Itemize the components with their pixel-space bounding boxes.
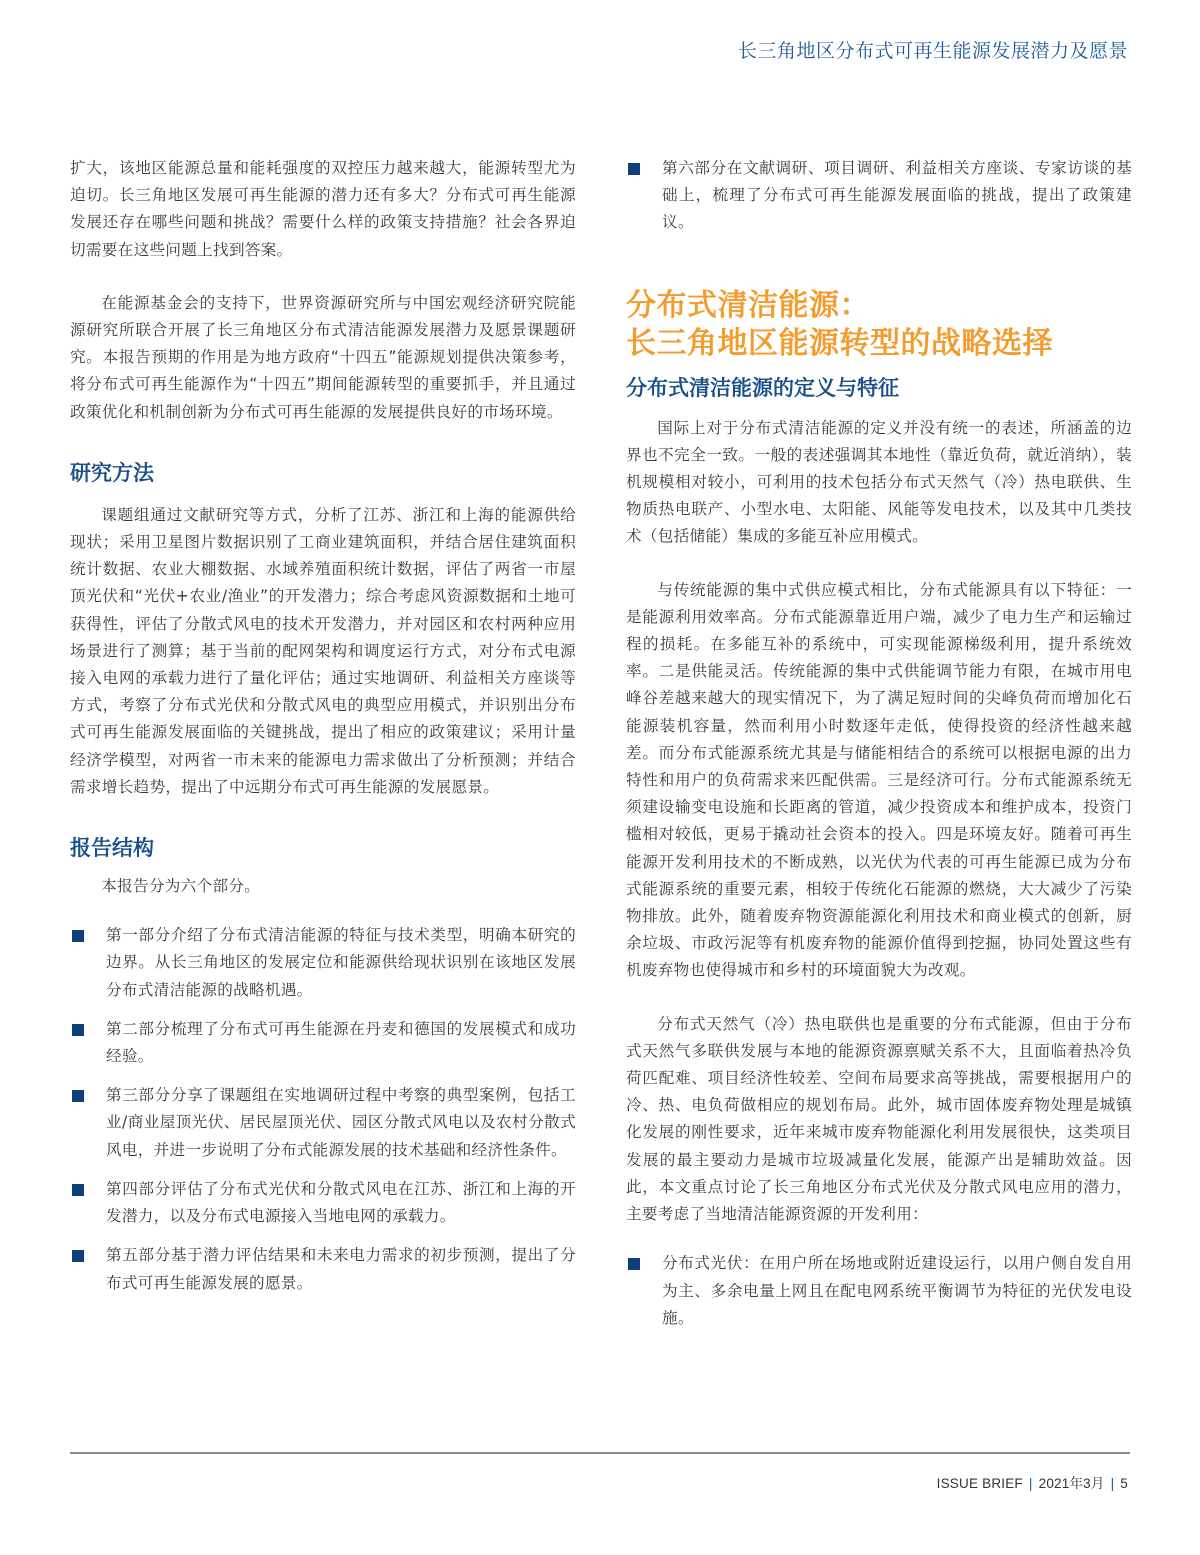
square-bullet-icon bbox=[72, 930, 84, 942]
structure-bullet-4 bbox=[70, 1176, 576, 1230]
intro-paragraph-continued: 扩大，该地区能源总量和能耗强度的双控压力越来越大，能源转型尤为迫切。长三角地区发展可再生能源的潜力还有多大？分布式可再生能源发展还存在哪些问题和挑战？需要什么样的政策支持措施？社会各界迫切需要在这些问题上找到答案。 bbox=[70, 159, 576, 259]
footer-separator: | bbox=[1028, 1476, 1033, 1491]
structure-heading: 报告结构 bbox=[70, 836, 154, 861]
bullet-text: 第五部分基于潜力评估结果和未来电力需求的初步预测，提出了分布式可再生能源发展的愿景。 bbox=[106, 1246, 576, 1292]
structure-intro: 本报告分为六个部分。 bbox=[101, 877, 261, 896]
square-bullet-icon bbox=[628, 163, 640, 175]
footer-divider bbox=[70, 1452, 1130, 1454]
section-title-line-2: 长三角地区能源转型的战略选择 bbox=[626, 325, 1053, 361]
technology-bullet-list bbox=[626, 1250, 1132, 1332]
bullet-text: 第二部分梳理了分布式可再生能源在丹麦和德国的发展模式和成功经验。 bbox=[106, 1019, 576, 1066]
bullet-text: 分布式光伏：在用户所在场地或附近建设运行，以用户侧自发自用为主、多余电量上网且在配电网系统平衡调节为特征的光伏发电设施。 bbox=[662, 1254, 1132, 1327]
publication-label: ISSUE BRIEF bbox=[936, 1476, 1023, 1491]
characteristics-paragraph: 与传统能源的集中式供应模式相比，分布式能源具有以下特征：一是能源利用效率高。分布式能源靠近用户端，减少了电力生产和运输过程的损耗。在多能互补的系统中，可实现能源梯级利用，提升系统效率。二是供能灵活。传统能源的集中式供能调节能力有限，在城市用电峰谷差越来越大的现实情况下，为了满足短时间的尖峰负荷而增加化石能源装机容量，然而利用小时数逐年走低，使得投资的经济性越来越差。而分布式能源系统尤其是与储能相结合的系统可以根据电源的出力特性和用户的负荷需求来匹配供需。三是经济可行。分布式能源系统无须建设输变电设施和长距离的管道，减少投资成本和维护成本，投资门槛相对较低，更易于撬动社会资本的投入。四是环境友好。随着可再生能源开发利用技术的不断成熟，以光伏为代表的可再生能源已成为分布式能源系统的重要元素，相较于传统化石能源的燃烧，大大减少了污染物排放。此外，随着废弃物资源能源化利用技术和商业模式的创新，厨余垃圾、市政污泥等有机废弃物的能源价值得到挖掘，协同处置这些有机废弃物也使得城市和乡村的环境面貌大为改观。 bbox=[626, 580, 1132, 980]
footer-separator: | bbox=[1110, 1476, 1115, 1491]
bullet-text: 第四部分评估了分布式光伏和分散式风电在江苏、浙江和上海的开发潜力，以及分布式电源接入当地电网的承载力。 bbox=[106, 1179, 576, 1226]
scope-paragraph: 分布式天然气（冷）热电联供也是重要的分布式能源，但由于分布式天然气多联供发展与本地的能源资源禀赋关系不大，且面临着热冷负荷匹配难、项目经济性较差、空间布局要求高等挑战，需要根据用户的冷、热、电负荷做相应的规划布局。此外，城市固体废弃物处理是城镇化发展的刚性要求，近年来城市废弃物能源化利用发展很快，这类项目发展的最主要动力是城市垃圾减量化发展，能源产出是辅助效益。因此，本文重点讨论了长三角地区分布式光伏及分散式风电应用的潜力，主要考虑了当地清洁能源资源的开发利用： bbox=[626, 1014, 1132, 1224]
page-number: 5 bbox=[1120, 1476, 1128, 1491]
methods-paragraph: 课题组通过文献研究等方式，分析了江苏、浙江和上海的能源供给现状；采用卫星图片数据识别了工商业建筑面积，并结合居住建筑面积统计数据、农业大棚数据、水域养殖面积统计数据，评估了两省一市屋顶光伏和“光伏+农业/渔业”的开发潜力；综合考虑风资源数据和土地可获得性，评估了分散式风电的技术开发潜力，并对园区和农村两种应用场景进行了测算；基于当前的配网架构和调度运行方式，对分布式电源接入电网的承载力进行了量化评估；通过实地调研、利益相关方座谈等方式，考察了分布式光伏和分散式风电的典型应用模式，并识别出分布式可再生能源发展面临的关键挑战，提出了相应的政策建议；采用计量经济学模型，对两省一市未来的能源电力需求做出了分析预测；并结合需求增长趋势，提出了中远期分布式可再生能源的发展愿景。 bbox=[70, 505, 576, 796]
square-bullet-icon bbox=[628, 1258, 640, 1270]
bullet-text: 第一部分介绍了分布式清洁能源的特征与技术类型，明确本研究的边界。从长三角地区的发展定位和能源供给现状识别在该地区发展分布式清洁能源的战略机遇。 bbox=[106, 926, 576, 999]
structure-bullet-6 bbox=[626, 155, 1132, 237]
structure-bullet-5 bbox=[70, 1242, 576, 1296]
structure-bullet-3 bbox=[70, 1082, 576, 1164]
methods-heading: 研究方法 bbox=[70, 460, 154, 485]
structure-bullet-list-continued bbox=[626, 155, 1132, 237]
square-bullet-icon bbox=[72, 1184, 84, 1196]
square-bullet-icon bbox=[72, 1024, 84, 1036]
square-bullet-icon bbox=[72, 1090, 84, 1102]
technology-bullet-distributed-pv bbox=[626, 1250, 1132, 1332]
publication-date: 2021年3月 bbox=[1038, 1476, 1105, 1491]
bullet-text: 第六部分在文献调研、项目调研、利益相关方座谈、专家访谈的基础上，梳理了分布式可再生能源发展面临的挑战，提出了政策建议。 bbox=[662, 159, 1132, 232]
section-title bbox=[626, 287, 1132, 363]
structure-bullet-list bbox=[70, 922, 576, 1296]
structure-bullet-1 bbox=[70, 922, 576, 1004]
square-bullet-icon bbox=[72, 1250, 84, 1262]
definition-paragraph: 国际上对于分布式清洁能源的定义并没有统一的表述，所涵盖的边界也不完全一致。一般的表述强调其本地性（靠近负荷，就近消纳），装机规模相对较小，可利用的技术包括分布式天然气（冷）热电联供、生物质热电联产、小型水电、太阳能、风能等发电技术，以及其中几类技术（包括储能）集成的多能互补应用模式。 bbox=[626, 418, 1132, 546]
left-column bbox=[70, 155, 576, 1297]
bullet-text: 第三部分分享了课题组在实地调研过程中考察的典型案例，包括工业/商业屋顶光伏、居民屋顶光伏、园区分散式风电以及农村分散式风电，并进一步说明了分布式能源发展的技术基础和经济性条件。 bbox=[106, 1086, 576, 1159]
right-column bbox=[626, 155, 1132, 1332]
running-header-title: 长三角地区分布式可再生能源发展潜力及愿景 bbox=[737, 40, 1128, 62]
structure-bullet-2 bbox=[70, 1016, 576, 1070]
intro-paragraph-2: 在能源基金会的支持下，世界资源研究所与中国宏观经济研究院能源研究所联合开展了长三角地区分布式清洁能源发展潜力及愿景课题研究。本报告预期的作用是为地方政府“十四五”能源规划提供决策参考，将分布式可再生能源作为“十四五”期间能源转型的重要抓手，并且通过政策优化和机制创新为分布式可再生能源的发展提供良好的市场环境。 bbox=[70, 293, 576, 421]
page-footer bbox=[937, 1472, 1128, 1492]
section-title-line-1: 分布式清洁能源： bbox=[626, 287, 870, 323]
subsection-heading: 分布式清洁能源的定义与特征 bbox=[626, 375, 899, 400]
